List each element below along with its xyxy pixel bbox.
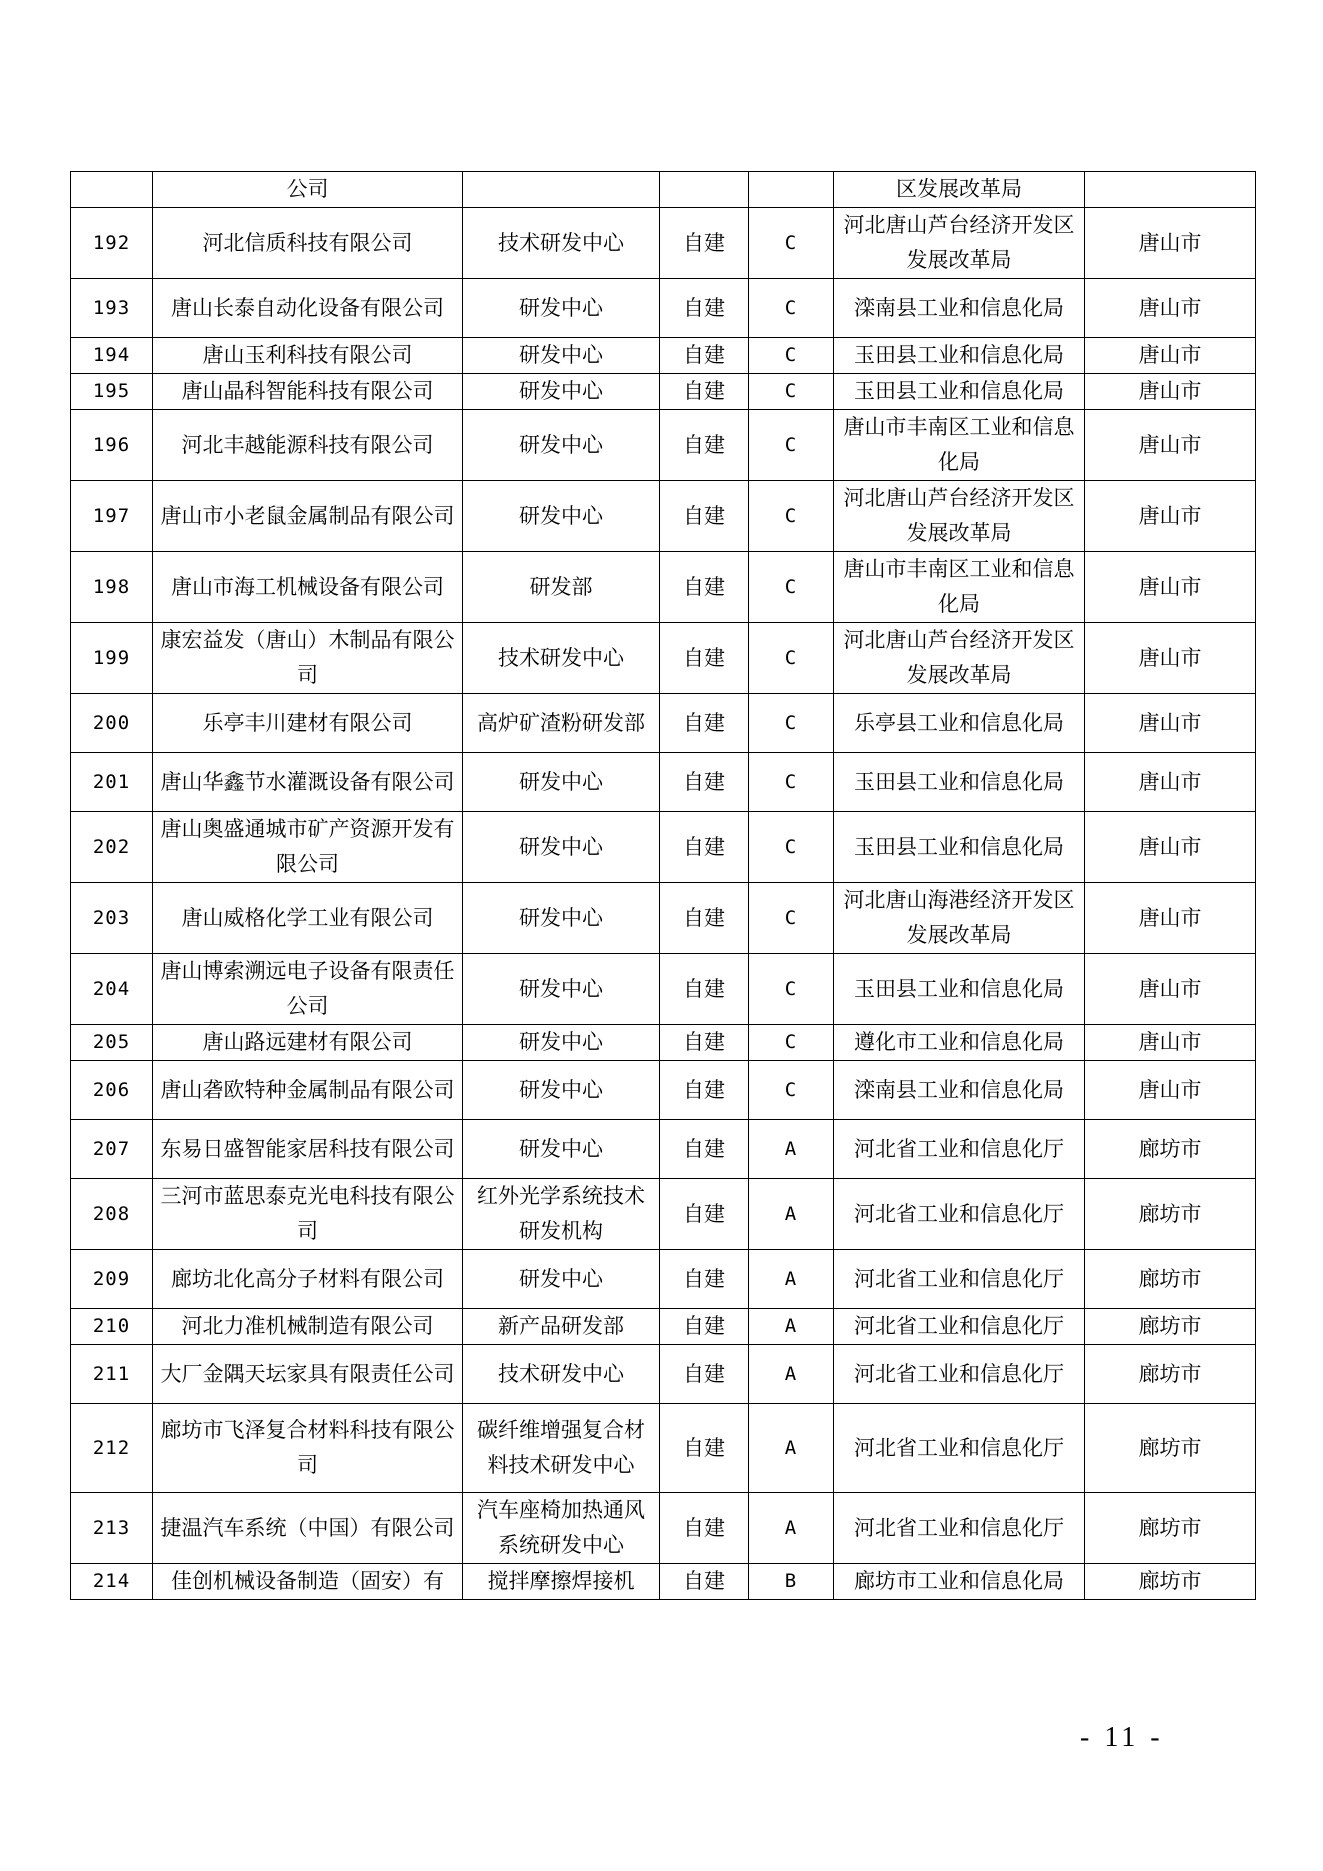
rd-center-name-cell: 研发中心 xyxy=(463,279,660,338)
recommending-department-cell: 玉田县工业和信息化局 xyxy=(834,374,1085,410)
grade-cell: A xyxy=(749,1250,834,1309)
table-row xyxy=(71,1404,1256,1493)
recommending-department-cell: 河北唐山芦台经济开发区发展改革局 xyxy=(834,208,1085,279)
company-name-cell: 大厂金隅天坛家具有限责任公司 xyxy=(153,1345,463,1404)
build-type-cell: 自建 xyxy=(660,1061,749,1120)
city-cell: 唐山市 xyxy=(1085,1025,1256,1061)
build-type-cell: 自建 xyxy=(660,1179,749,1250)
rd-center-name-cell: 搅拌摩擦焊接机 xyxy=(463,1564,660,1600)
table-row xyxy=(71,883,1256,954)
city-cell: 唐山市 xyxy=(1085,374,1256,410)
rd-center-name-cell: 研发中心 xyxy=(463,410,660,481)
grade-cell: C xyxy=(749,279,834,338)
build-type-cell: 自建 xyxy=(660,1564,749,1600)
grade-cell: C xyxy=(749,410,834,481)
company-name-cell: 三河市蓝思泰克光电科技有限公司 xyxy=(153,1179,463,1250)
city-cell: 唐山市 xyxy=(1085,812,1256,883)
table-row xyxy=(71,753,1256,812)
recommending-department-cell: 河北省工业和信息化厅 xyxy=(834,1404,1085,1493)
row-number-cell: 204 xyxy=(71,954,153,1025)
build-type-cell: 自建 xyxy=(660,279,749,338)
build-type-cell: 自建 xyxy=(660,1309,749,1345)
row-number-cell: 199 xyxy=(71,623,153,694)
company-name-cell: 唐山路远建材有限公司 xyxy=(153,1025,463,1061)
grade-cell: A xyxy=(749,1404,834,1493)
grade-cell xyxy=(749,172,834,208)
company-name-cell: 河北力准机械制造有限公司 xyxy=(153,1309,463,1345)
company-name-cell: 唐山长泰自动化设备有限公司 xyxy=(153,279,463,338)
city-cell: 唐山市 xyxy=(1085,623,1256,694)
row-number-cell: 203 xyxy=(71,883,153,954)
grade-cell: A xyxy=(749,1120,834,1179)
build-type-cell: 自建 xyxy=(660,374,749,410)
grade-cell: C xyxy=(749,552,834,623)
rd-center-name-cell: 技术研发中心 xyxy=(463,623,660,694)
city-cell: 唐山市 xyxy=(1085,954,1256,1025)
grade-cell: A xyxy=(749,1345,834,1404)
rd-center-name-cell: 研发中心 xyxy=(463,1120,660,1179)
build-type-cell: 自建 xyxy=(660,1250,749,1309)
company-name-cell: 唐山玉利科技有限公司 xyxy=(153,338,463,374)
grade-cell: A xyxy=(749,1309,834,1345)
rd-center-name-cell: 高炉矿渣粉研发部 xyxy=(463,694,660,753)
row-number-cell: 193 xyxy=(71,279,153,338)
city-cell: 唐山市 xyxy=(1085,1061,1256,1120)
city-cell: 唐山市 xyxy=(1085,208,1256,279)
recommending-department-cell: 唐山市丰南区工业和信息化局 xyxy=(834,552,1085,623)
row-number-cell: 201 xyxy=(71,753,153,812)
build-type-cell: 自建 xyxy=(660,812,749,883)
build-type-cell: 自建 xyxy=(660,552,749,623)
grade-cell: C xyxy=(749,374,834,410)
table-row xyxy=(71,208,1256,279)
city-cell: 廊坊市 xyxy=(1085,1493,1256,1564)
recommending-department-cell: 滦南县工业和信息化局 xyxy=(834,279,1085,338)
recommending-department-cell: 河北省工业和信息化厅 xyxy=(834,1250,1085,1309)
table-row xyxy=(71,954,1256,1025)
recommending-department-cell: 滦南县工业和信息化局 xyxy=(834,1061,1085,1120)
city-cell: 唐山市 xyxy=(1085,279,1256,338)
company-name-cell: 唐山市海工机械设备有限公司 xyxy=(153,552,463,623)
table-row xyxy=(71,1309,1256,1345)
row-number-cell: 197 xyxy=(71,481,153,552)
row-number-cell: 214 xyxy=(71,1564,153,1600)
row-number-cell: 192 xyxy=(71,208,153,279)
recommending-department-cell: 河北省工业和信息化厅 xyxy=(834,1120,1085,1179)
row-number-cell: 207 xyxy=(71,1120,153,1179)
rd-center-name-cell: 红外光学系统技术研发机构 xyxy=(463,1179,660,1250)
rd-center-name-cell xyxy=(463,172,660,208)
row-number-cell: 198 xyxy=(71,552,153,623)
recommending-department-cell: 唐山市丰南区工业和信息化局 xyxy=(834,410,1085,481)
grade-cell: C xyxy=(749,1061,834,1120)
city-cell: 廊坊市 xyxy=(1085,1120,1256,1179)
city-cell: 唐山市 xyxy=(1085,338,1256,374)
rd-center-name-cell: 研发中心 xyxy=(463,1061,660,1120)
rd-center-name-cell: 技术研发中心 xyxy=(463,208,660,279)
table-row xyxy=(71,410,1256,481)
row-number-cell: 195 xyxy=(71,374,153,410)
enterprise-rd-center-table xyxy=(70,171,1256,1600)
row-number-cell: 202 xyxy=(71,812,153,883)
grade-cell: C xyxy=(749,883,834,954)
grade-cell: C xyxy=(749,812,834,883)
build-type-cell: 自建 xyxy=(660,1025,749,1061)
table-row xyxy=(71,1061,1256,1120)
row-number-cell: 205 xyxy=(71,1025,153,1061)
recommending-department-cell: 区发展改革局 xyxy=(834,172,1085,208)
build-type-cell: 自建 xyxy=(660,623,749,694)
recommending-department-cell: 玉田县工业和信息化局 xyxy=(834,338,1085,374)
table-row xyxy=(71,812,1256,883)
grade-cell: C xyxy=(749,208,834,279)
recommending-department-cell: 乐亭县工业和信息化局 xyxy=(834,694,1085,753)
table-row xyxy=(71,1564,1256,1600)
table-row xyxy=(71,1179,1256,1250)
city-cell: 唐山市 xyxy=(1085,481,1256,552)
company-name-cell: 康宏益发（唐山）木制品有限公司 xyxy=(153,623,463,694)
city-cell xyxy=(1085,172,1256,208)
company-name-cell: 捷温汽车系统（中国）有限公司 xyxy=(153,1493,463,1564)
company-name-cell: 唐山威格化学工业有限公司 xyxy=(153,883,463,954)
recommending-department-cell: 玉田县工业和信息化局 xyxy=(834,812,1085,883)
build-type-cell: 自建 xyxy=(660,1493,749,1564)
build-type-cell: 自建 xyxy=(660,338,749,374)
city-cell: 唐山市 xyxy=(1085,753,1256,812)
recommending-department-cell: 玉田县工业和信息化局 xyxy=(834,954,1085,1025)
table-row xyxy=(71,694,1256,753)
row-number-cell: 208 xyxy=(71,1179,153,1250)
table-row xyxy=(71,1345,1256,1404)
table-row xyxy=(71,1250,1256,1309)
city-cell: 廊坊市 xyxy=(1085,1250,1256,1309)
table-row xyxy=(71,1120,1256,1179)
company-name-cell: 河北丰越能源科技有限公司 xyxy=(153,410,463,481)
table-row xyxy=(71,338,1256,374)
recommending-department-cell: 遵化市工业和信息化局 xyxy=(834,1025,1085,1061)
rd-center-name-cell: 研发中心 xyxy=(463,812,660,883)
rd-center-name-cell: 研发部 xyxy=(463,552,660,623)
rd-center-name-cell: 研发中心 xyxy=(463,338,660,374)
build-type-cell: 自建 xyxy=(660,208,749,279)
company-name-cell: 廊坊北化高分子材料有限公司 xyxy=(153,1250,463,1309)
build-type-cell: 自建 xyxy=(660,1404,749,1493)
company-name-cell: 唐山博索溯远电子设备有限责任公司 xyxy=(153,954,463,1025)
table-row xyxy=(71,374,1256,410)
rd-center-name-cell: 碳纤维增强复合材料技术研发中心 xyxy=(463,1404,660,1493)
rd-center-name-cell: 研发中心 xyxy=(463,1025,660,1061)
build-type-cell: 自建 xyxy=(660,1345,749,1404)
table-row xyxy=(71,1025,1256,1061)
company-name-cell: 唐山华鑫节水灌溉设备有限公司 xyxy=(153,753,463,812)
recommending-department-cell: 河北唐山海港经济开发区发展改革局 xyxy=(834,883,1085,954)
recommending-department-cell: 河北省工业和信息化厅 xyxy=(834,1309,1085,1345)
company-name-cell: 东易日盛智能家居科技有限公司 xyxy=(153,1120,463,1179)
rd-center-name-cell: 研发中心 xyxy=(463,753,660,812)
city-cell: 唐山市 xyxy=(1085,552,1256,623)
table-row xyxy=(71,481,1256,552)
page-number: - 11 - xyxy=(1080,1722,1164,1753)
build-type-cell: 自建 xyxy=(660,954,749,1025)
company-name-cell: 唐山砻欧特种金属制品有限公司 xyxy=(153,1061,463,1120)
recommending-department-cell: 河北省工业和信息化厅 xyxy=(834,1179,1085,1250)
row-number-cell: 212 xyxy=(71,1404,153,1493)
grade-cell: C xyxy=(749,338,834,374)
grade-cell: A xyxy=(749,1179,834,1250)
grade-cell: A xyxy=(749,1493,834,1564)
table-row xyxy=(71,279,1256,338)
table-row xyxy=(71,1493,1256,1564)
recommending-department-cell: 河北省工业和信息化厅 xyxy=(834,1345,1085,1404)
rd-center-name-cell: 研发中心 xyxy=(463,883,660,954)
city-cell: 廊坊市 xyxy=(1085,1345,1256,1404)
rd-center-name-cell: 技术研发中心 xyxy=(463,1345,660,1404)
grade-cell: C xyxy=(749,753,834,812)
row-number-cell: 194 xyxy=(71,338,153,374)
grade-cell: C xyxy=(749,694,834,753)
recommending-department-cell: 廊坊市工业和信息化局 xyxy=(834,1564,1085,1600)
rd-center-name-cell: 研发中心 xyxy=(463,374,660,410)
company-name-cell: 公司 xyxy=(153,172,463,208)
row-number-cell: 213 xyxy=(71,1493,153,1564)
grade-cell: C xyxy=(749,954,834,1025)
city-cell: 唐山市 xyxy=(1085,410,1256,481)
rd-center-name-cell: 新产品研发部 xyxy=(463,1309,660,1345)
recommending-department-cell: 玉田县工业和信息化局 xyxy=(834,753,1085,812)
grade-cell: C xyxy=(749,1025,834,1061)
row-number-cell: 200 xyxy=(71,694,153,753)
company-name-cell: 唐山晶科智能科技有限公司 xyxy=(153,374,463,410)
recommending-department-cell: 河北省工业和信息化厅 xyxy=(834,1493,1085,1564)
rd-center-name-cell: 研发中心 xyxy=(463,954,660,1025)
build-type-cell: 自建 xyxy=(660,753,749,812)
grade-cell: B xyxy=(749,1564,834,1600)
row-number-cell xyxy=(71,172,153,208)
grade-cell: C xyxy=(749,623,834,694)
recommending-department-cell: 河北唐山芦台经济开发区发展改革局 xyxy=(834,623,1085,694)
city-cell: 廊坊市 xyxy=(1085,1179,1256,1250)
row-number-cell: 210 xyxy=(71,1309,153,1345)
table-row xyxy=(71,623,1256,694)
rd-center-name-cell: 研发中心 xyxy=(463,1250,660,1309)
build-type-cell: 自建 xyxy=(660,410,749,481)
company-name-cell: 唐山奥盛通城市矿产资源开发有限公司 xyxy=(153,812,463,883)
company-name-cell: 乐亭丰川建材有限公司 xyxy=(153,694,463,753)
company-name-cell: 廊坊市飞泽复合材料科技有限公司 xyxy=(153,1404,463,1493)
rd-center-name-cell: 汽车座椅加热通风系统研发中心 xyxy=(463,1493,660,1564)
rd-center-name-cell: 研发中心 xyxy=(463,481,660,552)
city-cell: 廊坊市 xyxy=(1085,1404,1256,1493)
build-type-cell: 自建 xyxy=(660,694,749,753)
row-number-cell: 206 xyxy=(71,1061,153,1120)
row-number-cell: 211 xyxy=(71,1345,153,1404)
row-number-cell: 209 xyxy=(71,1250,153,1309)
build-type-cell: 自建 xyxy=(660,883,749,954)
city-cell: 唐山市 xyxy=(1085,883,1256,954)
row-number-cell: 196 xyxy=(71,410,153,481)
company-name-cell: 唐山市小老鼠金属制品有限公司 xyxy=(153,481,463,552)
city-cell: 廊坊市 xyxy=(1085,1564,1256,1600)
build-type-cell xyxy=(660,172,749,208)
build-type-cell: 自建 xyxy=(660,1120,749,1179)
grade-cell: C xyxy=(749,481,834,552)
company-name-cell: 河北信质科技有限公司 xyxy=(153,208,463,279)
city-cell: 廊坊市 xyxy=(1085,1309,1256,1345)
city-cell: 唐山市 xyxy=(1085,694,1256,753)
table-row xyxy=(71,172,1256,208)
company-name-cell: 佳创机械设备制造（固安）有 xyxy=(153,1564,463,1600)
build-type-cell: 自建 xyxy=(660,481,749,552)
table-row xyxy=(71,552,1256,623)
recommending-department-cell: 河北唐山芦台经济开发区发展改革局 xyxy=(834,481,1085,552)
